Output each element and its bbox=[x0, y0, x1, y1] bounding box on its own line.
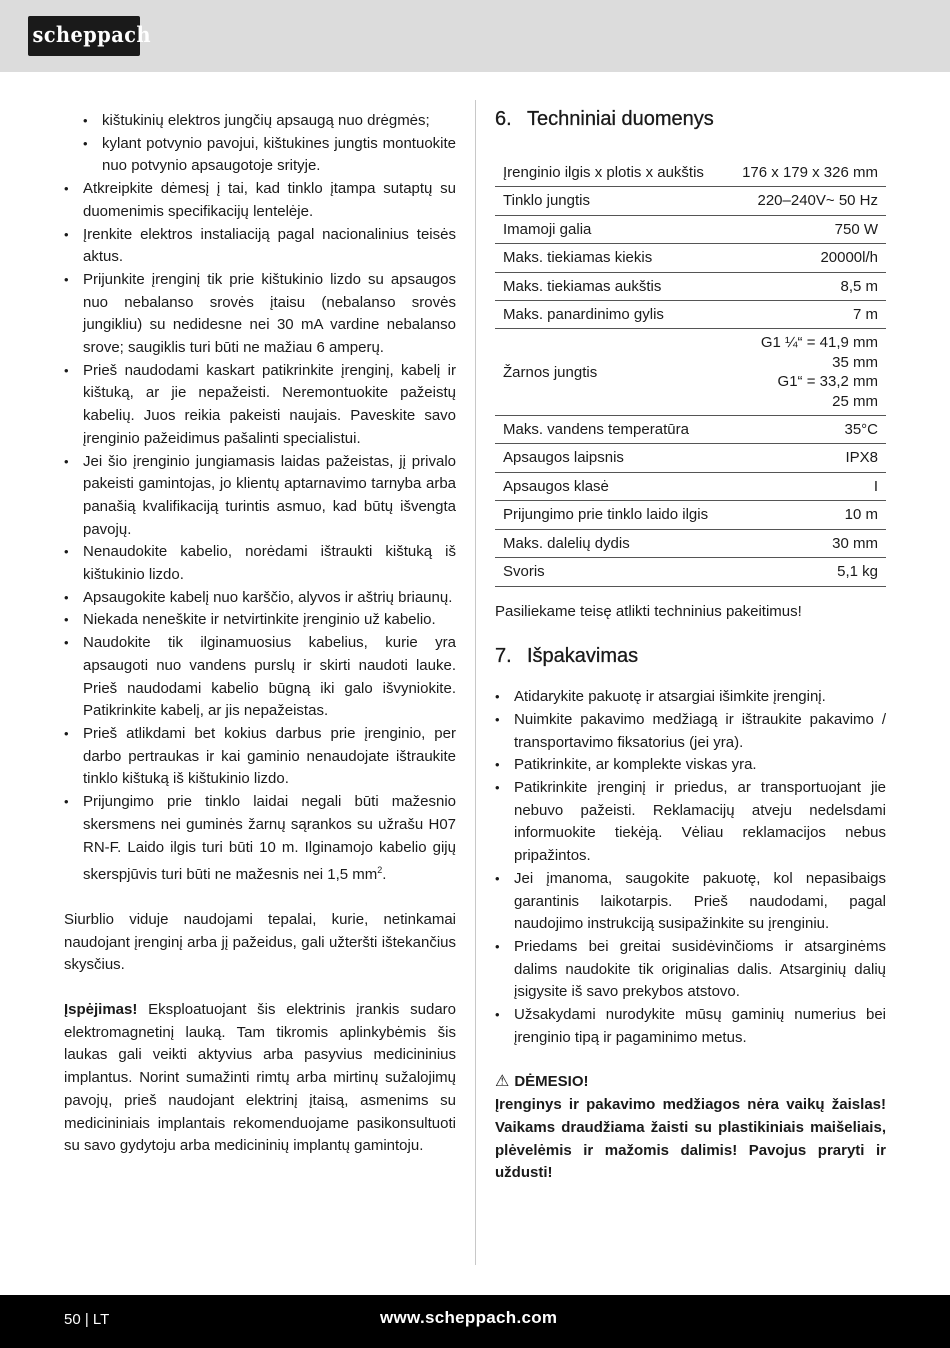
table-row bbox=[495, 272, 886, 300]
spec-value: 7 m bbox=[734, 301, 886, 329]
attention-block bbox=[495, 1071, 886, 1185]
table-row bbox=[495, 215, 886, 243]
unpacking-bullet-list bbox=[495, 686, 886, 1049]
lubricant-paragraph: Siurblio viduje naudojami tepalai, kurie, netinkamai naudojant įrenginį arba jį pažeidus, gali užteršti ištekančius skysčius. bbox=[64, 910, 456, 974]
list-item-text: Prijungimo prie tinklo laidai negali būti mažesnio skersmens nei guminės žarnų sąrankos su užrašu H07 RN-F. Laido ilgis turi būti 10 m. Ilginamojo kabelio gijų skerspjūvis turi būti ne mažesnis nei 1,5 mm bbox=[83, 793, 456, 884]
section-6-heading bbox=[495, 104, 886, 134]
list-item: • Apsaugokite kabelį nuo karščio, alyvos ir aštrių briaunų. bbox=[64, 587, 456, 610]
warning-lead: Įspėjimas! bbox=[64, 1001, 138, 1019]
table-row bbox=[495, 529, 886, 557]
column-divider bbox=[475, 100, 476, 1265]
list-item: • Atkreipkite dėmesį į tai, kad tinklo įtampa sutaptų su duomenimis specifikacijų lentelėje. bbox=[64, 178, 456, 223]
spec-label: Maks. panardinimo gylis bbox=[495, 301, 734, 329]
spec-label: Prijungimo prie tinklo laido ilgis bbox=[495, 501, 734, 529]
list-item: • Jei šio įrenginio jungiamasis laidas pažeistas, jį privalo pakeisti gamintojas, jo klientų aptarnavimo tarnyba arba panašią kvalifikaciją turintis asmuo, kad būtų išvengta pavojų. bbox=[64, 451, 456, 542]
list-item: • Jei įmanoma, saugokite pakuotę, kol nepasibaigs garantinis laikotarpis. Prieš naudodami, pagal naudojimo instrukciją susipažinkite su įrenginiu. bbox=[495, 868, 886, 936]
website-url: www.scheppach.com bbox=[380, 1308, 558, 1327]
table-row bbox=[495, 329, 886, 416]
list-item: • Patikrinkite įrenginį ir priedus, ar transportuojant jie nebuvo pažeisti. Reklamacijų atveju nedelsdami informuokite tiekėją. Vėliau reklamacijos nebus pripažintos. bbox=[495, 777, 886, 868]
scheppach-logo bbox=[28, 16, 151, 56]
value-line: G1“ = 33,2 mm bbox=[777, 373, 878, 391]
list-item: • Niekada neneškite ir netvirtinkite įrenginio už kabelio. bbox=[64, 609, 456, 632]
spec-value: 5,1 kg bbox=[734, 558, 886, 586]
section-7-heading bbox=[495, 641, 886, 671]
spec-value-multiline bbox=[734, 329, 886, 416]
spec-value: 8,5 m bbox=[734, 272, 886, 300]
list-item: • Prieš naudodami kaskart patikrinkite įrenginį, kabelį ir kištuką, ar jie nepažeisti. Neremontuokite pažeistų kabelių. Juos reikia pakeisti naujais. Paveskite savo įrenginio pažeidimus pašalinti specialistui. bbox=[64, 360, 456, 451]
spec-value: 20000l/h bbox=[734, 244, 886, 272]
table-row bbox=[495, 501, 886, 529]
list-item: • Naudokite tik ilginamuosius kabelius, kurie yra apsaugoti nuo vandens purslų ir skirti naudoti lauke. Prieš naudodami kabelio būgną iki galo išvyniokite. Patikrinkite kabelį, ar jis nepažeistas. bbox=[64, 632, 456, 723]
attention-title: DĖMESIO! bbox=[514, 1073, 589, 1091]
logo-text: scheppach bbox=[32, 22, 151, 47]
table-row bbox=[495, 187, 886, 215]
table-row bbox=[495, 472, 886, 500]
list-item bbox=[64, 791, 456, 887]
list-item: • Užsakydami nurodykite mūsų gaminių numerius bei įrenginio tipą ir pagaminimo metus. bbox=[495, 1004, 886, 1049]
attention-title-row bbox=[495, 1071, 886, 1094]
table-row bbox=[495, 244, 886, 272]
spec-label: Žarnos jungtis bbox=[495, 329, 734, 416]
spec-label: Įrenginio ilgis x plotis x aukštis bbox=[495, 159, 734, 187]
table-row bbox=[495, 444, 886, 472]
spec-value: I bbox=[734, 472, 886, 500]
value-line: G1 ¼“ = 41,9 mm bbox=[760, 334, 878, 352]
section-title: Techniniai duomenys bbox=[527, 108, 714, 130]
table-row bbox=[495, 416, 886, 444]
spec-value: 30 mm bbox=[734, 529, 886, 557]
list-item: • Patikrinkite, ar komplekte viskas yra. bbox=[495, 754, 886, 777]
technical-data-table bbox=[495, 159, 886, 587]
spec-label: Maks. dalelių dydis bbox=[495, 529, 734, 557]
table-row bbox=[495, 301, 886, 329]
list-item: • Nenaudokite kabelio, norėdami ištraukti kištuką iš kištukinio lizdo. bbox=[64, 541, 456, 586]
spec-label: Maks. vandens temperatūra bbox=[495, 416, 734, 444]
header-band bbox=[0, 0, 950, 72]
warning-triangle-icon: ⚠ bbox=[495, 1073, 510, 1091]
spec-value: IPX8 bbox=[734, 444, 886, 472]
value-line: 35 mm bbox=[832, 353, 878, 371]
safety-bullet-list bbox=[64, 178, 456, 887]
footer-bar bbox=[0, 1295, 950, 1348]
list-item: • Nuimkite pakavimo medžiagą ir ištraukite pakavimo / transportavimo fiksatorius (jei yra). bbox=[495, 709, 886, 754]
technical-changes-note: Pasiliekame teisę atlikti techninius pakeitimus! bbox=[495, 602, 802, 620]
spec-value: 10 m bbox=[734, 501, 886, 529]
left-column bbox=[64, 110, 456, 1158]
table-row bbox=[495, 558, 886, 586]
table-row bbox=[495, 159, 886, 187]
spec-label: Apsaugos klasė bbox=[495, 472, 734, 500]
spec-value: 35°C bbox=[734, 416, 886, 444]
list-item-end: . bbox=[382, 866, 387, 884]
spec-value: 220–240V~ 50 Hz bbox=[734, 187, 886, 215]
list-item: • Priedams bei greitai susidėvinčioms ir atsarginėms dalims naudokite tik originalias dalis. Atsarginių dalių įsigysite iš savo prekybos atstovo. bbox=[495, 936, 886, 1004]
page-number: 50 | LT bbox=[64, 1311, 110, 1328]
section-number: 6. bbox=[495, 108, 512, 130]
section-title: Išpakavimas bbox=[527, 645, 639, 668]
list-item: • Prieš atlikdami bet kokius darbus prie įrenginio, per darbo pertraukas ir kai gaminio nenaudojate ištraukite tinklo kištuką iš kištukinio lizdo. bbox=[64, 723, 456, 791]
spec-label: Apsaugos laipsnis bbox=[495, 444, 734, 472]
spec-label: Tinklo jungtis bbox=[495, 187, 734, 215]
spec-label: Imamoji galia bbox=[495, 215, 734, 243]
spec-value: 176 x 179 x 326 mm bbox=[734, 159, 886, 187]
value-line: 25 mm bbox=[832, 392, 878, 410]
attention-text: Įrenginys ir pakavimo medžiagos nėra vaikų žaislas! Vaikams draudžiama žaisti su plastikiniais maišeliais, plėvelėmis ir mažomis dalimis! Pavojus praryti ir uždusti! bbox=[495, 1096, 886, 1182]
superscript: 2 bbox=[377, 865, 383, 876]
right-column bbox=[495, 104, 886, 1185]
list-item: • kištukinių elektros jungčių apsaugą nuo drėgmės; bbox=[64, 110, 456, 133]
spec-label: Maks. tiekiamas kiekis bbox=[495, 244, 734, 272]
section-number: 7. bbox=[495, 645, 512, 668]
list-item: • Atidarykite pakuotę ir atsargiai išimkite įrenginį. bbox=[495, 686, 886, 709]
sub-bullet-list bbox=[64, 110, 456, 178]
warning-text: Eksploatuojant šis elektrinis įrankis sudaro elektromagnetinį lauką. Tam tikromis aplinkybėmis šis laukas gali veikti aktyvius arba pasyvius medicininius implantus. Norint sumažinti rimtų arba mirtinų sužalojimų pavojų, prieš naudojant elektrinį įtaisą, asmenims su medicininiais implantais rekomenduojame pasikonsultuoti su savo gydytoju arba medicininių implantų gamintoju. bbox=[64, 1001, 456, 1155]
warning-paragraph bbox=[64, 999, 456, 1158]
spec-label: Maks. tiekiamas aukštis bbox=[495, 272, 734, 300]
list-item: • Įrenkite elektros instaliaciją pagal nacionalinius teisės aktus. bbox=[64, 224, 456, 269]
spec-label: Svoris bbox=[495, 558, 734, 586]
spec-value: 750 W bbox=[734, 215, 886, 243]
list-item: • kylant potvynio pavojui, kištukines jungtis montuokite nuo potvynio apsaugotoje srityje. bbox=[64, 133, 456, 178]
list-item: • Prijunkite įrenginį tik prie kištukinio lizdo su apsaugos nuo nebalanso srovės įtaisu (nebalanso srovės jungikliu) su nedidesne nei 30 mA vardine nebalanso srove; saugiklis turi būti ne mažiau 6 amperų. bbox=[64, 269, 456, 360]
